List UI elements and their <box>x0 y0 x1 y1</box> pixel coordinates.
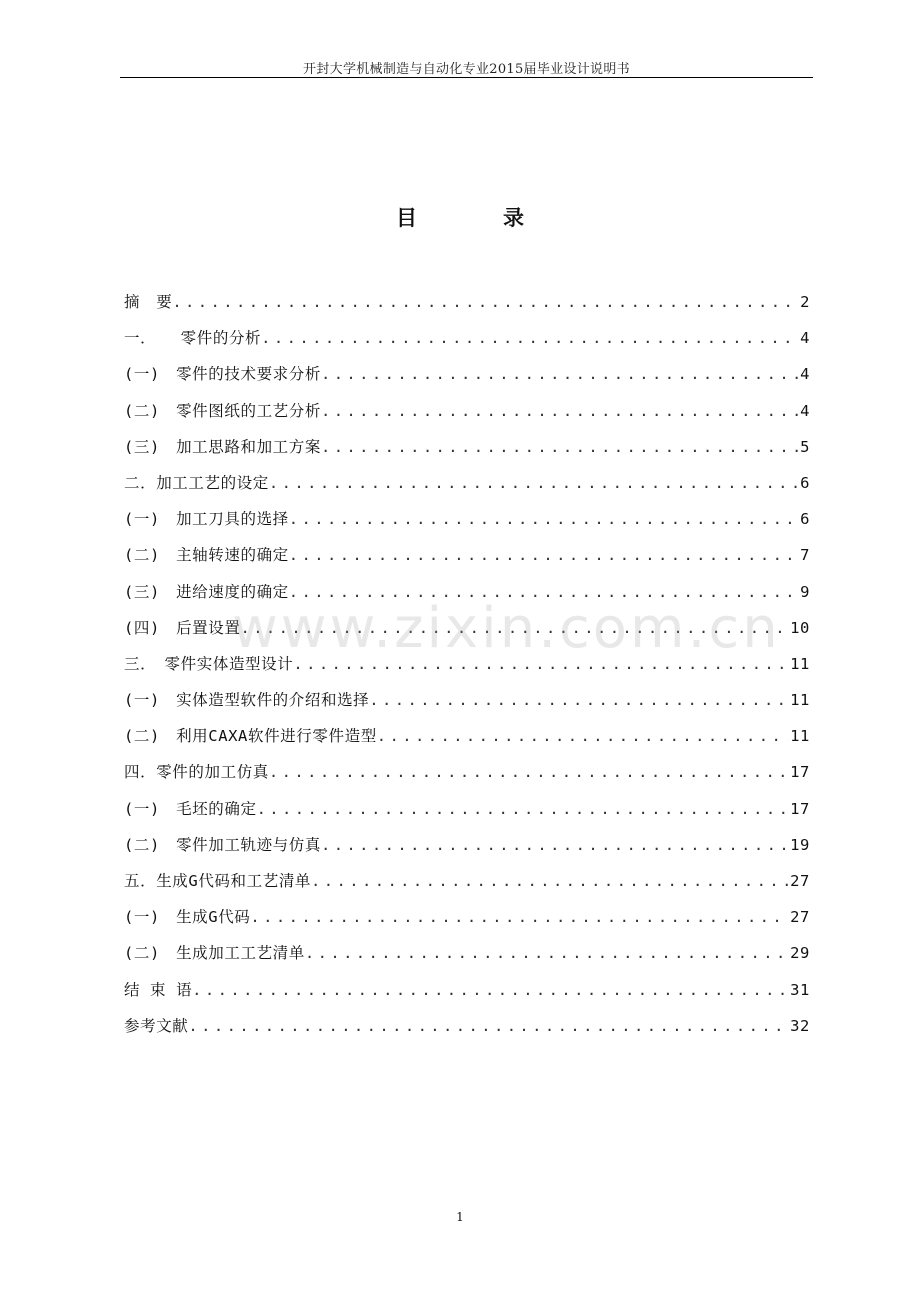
toc-entry[interactable] <box>124 905 810 941</box>
toc-leader-dots <box>192 981 788 999</box>
toc-entry-references[interactable] <box>124 1014 810 1050</box>
toc-entry[interactable] <box>124 507 810 543</box>
toc-entry[interactable] <box>124 362 810 398</box>
toc-entry-page: 27 <box>790 872 810 890</box>
toc-entry-page: 10 <box>790 618 810 637</box>
toc-leader-dots <box>250 908 788 926</box>
toc-entry-page: 17 <box>790 763 810 782</box>
toc-entry-label: (一) 加工刀具的选择 <box>124 510 289 529</box>
toc-entry-conclusion[interactable] <box>124 978 810 1014</box>
toc-title-char-1: 目 <box>396 205 417 230</box>
toc-leader-dots <box>377 727 788 745</box>
toc-entry-page: 11 <box>790 654 810 673</box>
toc-leader-dots <box>305 944 788 962</box>
toc-entry-label: (二) 主轴转速的确定 <box>124 546 289 565</box>
toc-entry-label: 摘 要 <box>124 293 173 311</box>
toc-entry-label: 参考文献 <box>124 1016 189 1035</box>
header-rule <box>120 77 813 78</box>
watermark: www.zixin.com.cn <box>232 596 781 661</box>
toc-entry-page: 4 <box>800 365 810 384</box>
toc-entry-label: (二) 生成加工工艺清单 <box>124 944 305 963</box>
toc-entry[interactable] <box>124 543 810 579</box>
toc-entry-abstract[interactable] <box>124 290 810 326</box>
toc-entry-label: (一) 零件的技术要求分析 <box>124 365 321 384</box>
toc-entry[interactable] <box>124 399 810 435</box>
toc-leader-dots <box>321 438 798 456</box>
toc-entry-label: (三) 进给速度的确定 <box>124 582 289 601</box>
toc-leader-dots <box>269 763 788 781</box>
toc-entry[interactable] <box>124 688 810 724</box>
toc-entry-label: (三) 加工思路和加工方案 <box>124 437 321 456</box>
toc-entry[interactable] <box>124 833 810 869</box>
toc-entry-page: 2 <box>800 293 810 311</box>
toc-entry-page: 5 <box>800 437 810 456</box>
toc-leader-dots <box>321 402 798 420</box>
table-of-contents <box>124 290 810 1050</box>
toc-entry-page: 29 <box>790 944 810 963</box>
toc-leader-dots <box>311 872 788 890</box>
toc-entry-page: 11 <box>790 691 810 710</box>
toc-entry-page: 11 <box>790 727 810 746</box>
toc-entry-page: 32 <box>790 1016 810 1035</box>
toc-entry-label: (四) 后置设置 <box>124 618 241 637</box>
toc-entry[interactable] <box>124 435 810 471</box>
toc-entry-label: (一) 生成G代码 <box>124 908 251 927</box>
toc-entry[interactable] <box>124 471 810 507</box>
toc-leader-dots <box>289 546 798 564</box>
toc-entry-label: (二) 零件图纸的工艺分析 <box>124 401 321 420</box>
toc-entry-label: 五．生成G代码和工艺清单 <box>124 872 312 890</box>
toc-title-char-2: 录 <box>503 205 524 230</box>
toc-entry-label: (二) 零件加工轨迹与仿真 <box>124 835 321 854</box>
toc-leader-dots <box>269 474 798 492</box>
toc-entry-page: 17 <box>790 799 810 818</box>
toc-entry-label: 结 束 语 <box>124 980 193 999</box>
toc-leader-dots <box>321 365 798 383</box>
toc-entry-page: 27 <box>790 908 810 927</box>
toc-entry-label: 四．零件的加工仿真 <box>124 763 269 782</box>
toc-entry[interactable] <box>124 869 810 905</box>
toc-entry-label: (二) 利用CAXA软件进行零件造型 <box>124 727 377 746</box>
toc-leader-dots <box>257 800 789 818</box>
toc-entry-page: 19 <box>790 835 810 854</box>
toc-entry-label: 二．加工工艺的设定 <box>124 473 269 492</box>
toc-entry-label: 三． 零件实体造型设计 <box>124 654 294 673</box>
toc-leader-dots <box>188 1017 788 1035</box>
toc-entry-page: 9 <box>800 582 810 601</box>
toc-entry-label: (一) 毛坯的确定 <box>124 799 257 818</box>
page-number: 1 <box>456 1210 464 1224</box>
running-header: 开封大学机械制造与自动化专业2015届毕业设计说明书 <box>303 62 630 77</box>
toc-entry-page: 4 <box>800 329 810 348</box>
toc-entry[interactable] <box>124 326 810 362</box>
toc-entry[interactable] <box>124 724 810 760</box>
toc-entry-page: 6 <box>800 510 810 529</box>
toc-entry-label: (一) 实体造型软件的介绍和选择 <box>124 691 370 710</box>
toc-leader-dots <box>369 691 788 709</box>
toc-entry[interactable] <box>124 760 810 796</box>
toc-entry-page: 31 <box>790 980 810 999</box>
toc-entry[interactable] <box>124 797 810 833</box>
toc-leader-dots <box>321 836 788 854</box>
toc-entry-page: 6 <box>800 473 810 492</box>
toc-leader-dots <box>289 510 798 528</box>
toc-title <box>0 202 920 232</box>
toc-entry-page: 7 <box>800 546 810 565</box>
toc-leader-dots <box>172 293 798 311</box>
toc-leader-dots <box>261 329 798 347</box>
toc-entry-page: 4 <box>800 401 810 420</box>
toc-entry-label: 一． 零件的分析 <box>124 329 262 348</box>
toc-entry[interactable] <box>124 941 810 977</box>
